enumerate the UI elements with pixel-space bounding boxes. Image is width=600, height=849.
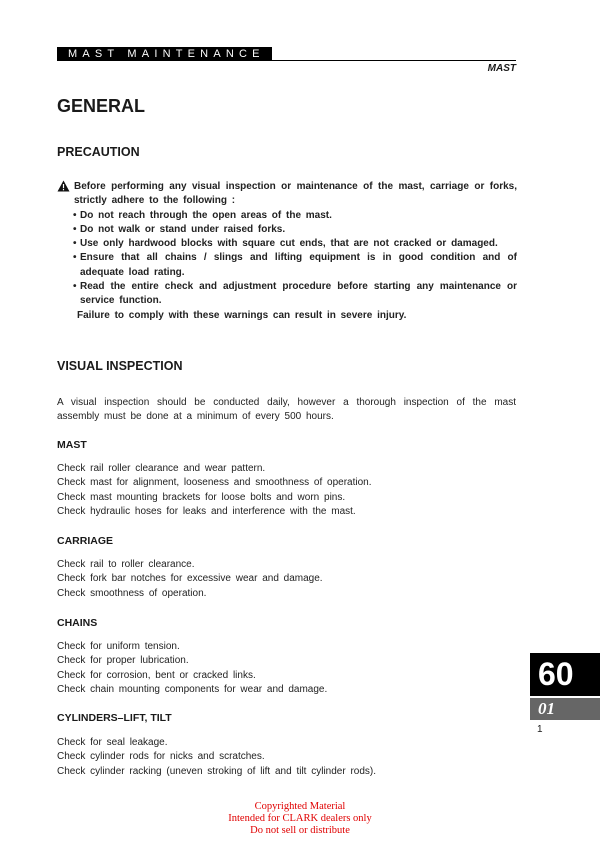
header-rule: [57, 60, 516, 61]
carriage-checklist: [57, 558, 323, 601]
list-item: Check for seal leakage.: [57, 737, 168, 748]
mast-checklist: [57, 462, 372, 520]
precaution-item: • Ensure that all chains / slings and lifting equipment is in good condition and of adequate load rating.: [73, 251, 517, 280]
copyright-line: Intended for CLARK dealers only: [228, 813, 372, 824]
page-title: GENERAL: [57, 96, 146, 116]
copyright-notice: [0, 801, 600, 837]
list-item: Check hydraulic hoses for leaks and interference with the mast.: [57, 506, 356, 518]
list-item: Check for uniform tension.: [57, 641, 180, 652]
warning-intro: Before performing any visual inspection or maintenance of the mast, carriage or forks, strictly adhere to the following :: [74, 181, 517, 207]
cylinders-heading: CYLINDERS–LIFT, TILT: [57, 712, 172, 724]
precaution-list: [57, 209, 517, 309]
list-item: Check fork bar notches for excessive wear and damage.: [57, 573, 323, 585]
list-item: Check smoothness of operation.: [57, 587, 207, 599]
list-item: Check cylinder rods for nicks and scratches.: [57, 751, 265, 763]
list-item: Check for corrosion, bent or cracked links.: [57, 669, 256, 681]
visual-inspection-intro: A visual inspection should be conducted daily, however a thorough inspection of the mast assembly must be done at a minimum of every 500 hours.: [57, 397, 516, 423]
visual-inspection-heading: VISUAL INSPECTION: [57, 359, 183, 373]
chains-checklist: [57, 640, 327, 698]
carriage-heading: CARRIAGE: [57, 535, 114, 547]
warning-triangle-icon: [57, 180, 74, 209]
copyright-line: Copyrighted Material: [254, 801, 346, 812]
header-right-label: MAST: [487, 63, 516, 74]
list-item: Check for proper lubrication.: [57, 655, 189, 667]
list-item: Check mast for alignment, looseness and smoothness of operation.: [57, 477, 372, 489]
group-number-tab: 60: [530, 653, 600, 696]
mast-heading: MAST: [57, 439, 87, 451]
failure-note: Failure to comply with these warnings can result in severe injury.: [77, 309, 407, 321]
precaution-item: • Use only hardwood blocks with square cut ends, that are not cracked or damaged.: [73, 237, 517, 251]
precaution-item: • Read the entire check and adjustment procedure before starting any maintenance or service function.: [73, 280, 517, 309]
precaution-warning: [57, 180, 517, 323]
precaution-heading: PRECAUTION: [57, 145, 140, 159]
copyright-line: Do not sell or distribute: [250, 825, 350, 836]
precaution-item: • Do not reach through the open areas of the mast.: [73, 209, 517, 223]
chains-heading: CHAINS: [57, 617, 98, 629]
list-item: Check cylinder racking (uneven stroking of lift and tilt cylinder rods).: [57, 765, 377, 777]
cylinders-checklist: [57, 736, 376, 779]
precaution-item: • Do not walk or stand under raised forks.: [73, 223, 517, 237]
list-item: Check chain mounting components for wear and damage.: [57, 684, 328, 696]
list-item: Check rail to roller clearance.: [57, 559, 195, 570]
section-number-tab: 01: [530, 698, 600, 720]
section-header-bar: MAST MAINTENANCE: [57, 47, 272, 61]
list-item: Check mast mounting brackets for loose bolts and worn pins.: [57, 491, 346, 503]
page-number: 1: [537, 724, 543, 735]
list-item: Check rail roller clearance and wear pattern.: [57, 463, 266, 474]
